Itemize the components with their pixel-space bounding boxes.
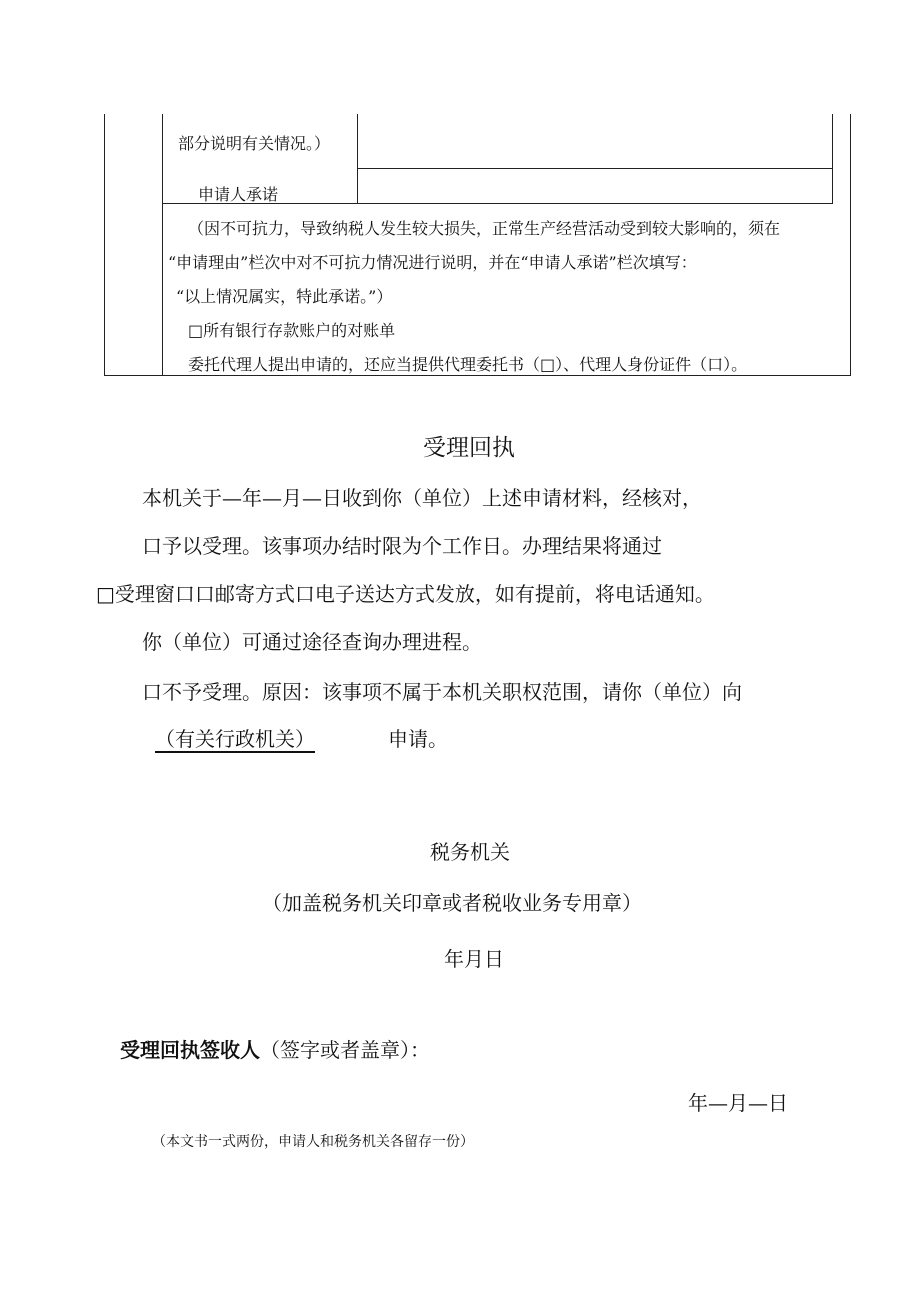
table-divider-col1 (162, 114, 163, 376)
receipt-line-5: 口不予受理。原因：该事项不属于本机关职权范围，请你（单位）向 (142, 680, 742, 704)
competent-authority-field: （有关行政机关） (155, 727, 315, 751)
table-border-left (104, 114, 105, 376)
issue-date: 年月日 (444, 947, 504, 971)
note-line-1: （因不可抗力，导致纳税人发生较大损失，正常生产经营活动受到较大影响的，须在 (188, 219, 781, 238)
row1-label: 部分说明有关情况。） (178, 134, 331, 153)
receipt-title: 受理回执 (423, 435, 515, 461)
seal-note: （加盖税务机关印章或者税收业务专用章） (262, 891, 642, 915)
table-divider-col3 (832, 114, 833, 203)
signer-instruction: （签字或者盖章）： (260, 1038, 430, 1062)
receipt-line-2: 口予以受理。该事项办结时限为个工作日。办理结果将通过 (142, 534, 662, 558)
table-divider-col2 (357, 114, 358, 203)
table-border-bottom (104, 375, 851, 376)
receipt-line-3: □受理窗口口邮寄方式口电子送达方式发放，如有提前，将电话通知。 (96, 582, 715, 606)
note-line-3: “以上情况属实，特此承诺。”） (176, 287, 393, 306)
table-border-right (850, 114, 851, 376)
receipt-line-1: 本机关于—年—月—日收到你（单位）上述申请材料，经核对， (142, 486, 702, 510)
tax-authority-label: 税务机关 (430, 840, 510, 864)
row2-label: 申请人承诺 (198, 185, 279, 204)
note-line-4: □所有银行存款账户的对账单 (188, 321, 396, 340)
note-line-5: 委托代理人提出申请的，还应当提供代理委托书（□）、代理人身份证件（口）。 (188, 355, 748, 374)
signer-label: 受理回执签收人 (120, 1038, 260, 1062)
footer-note: （本文书一式两份，申请人和税务机关各留存一份） (152, 1134, 474, 1150)
note-line-2: “申请理由”栏次中对不可抗力情况进行说明，并在“申请人承诺”栏次填写： (168, 253, 697, 272)
signer-line (120, 1034, 430, 1063)
sign-date: 年—月—日 (688, 1091, 788, 1115)
receipt-line-4: 你（单位）可通过途径查询办理进程。 (142, 630, 482, 654)
apply-suffix: 申请。 (388, 727, 448, 751)
table-rule-1 (357, 168, 833, 169)
